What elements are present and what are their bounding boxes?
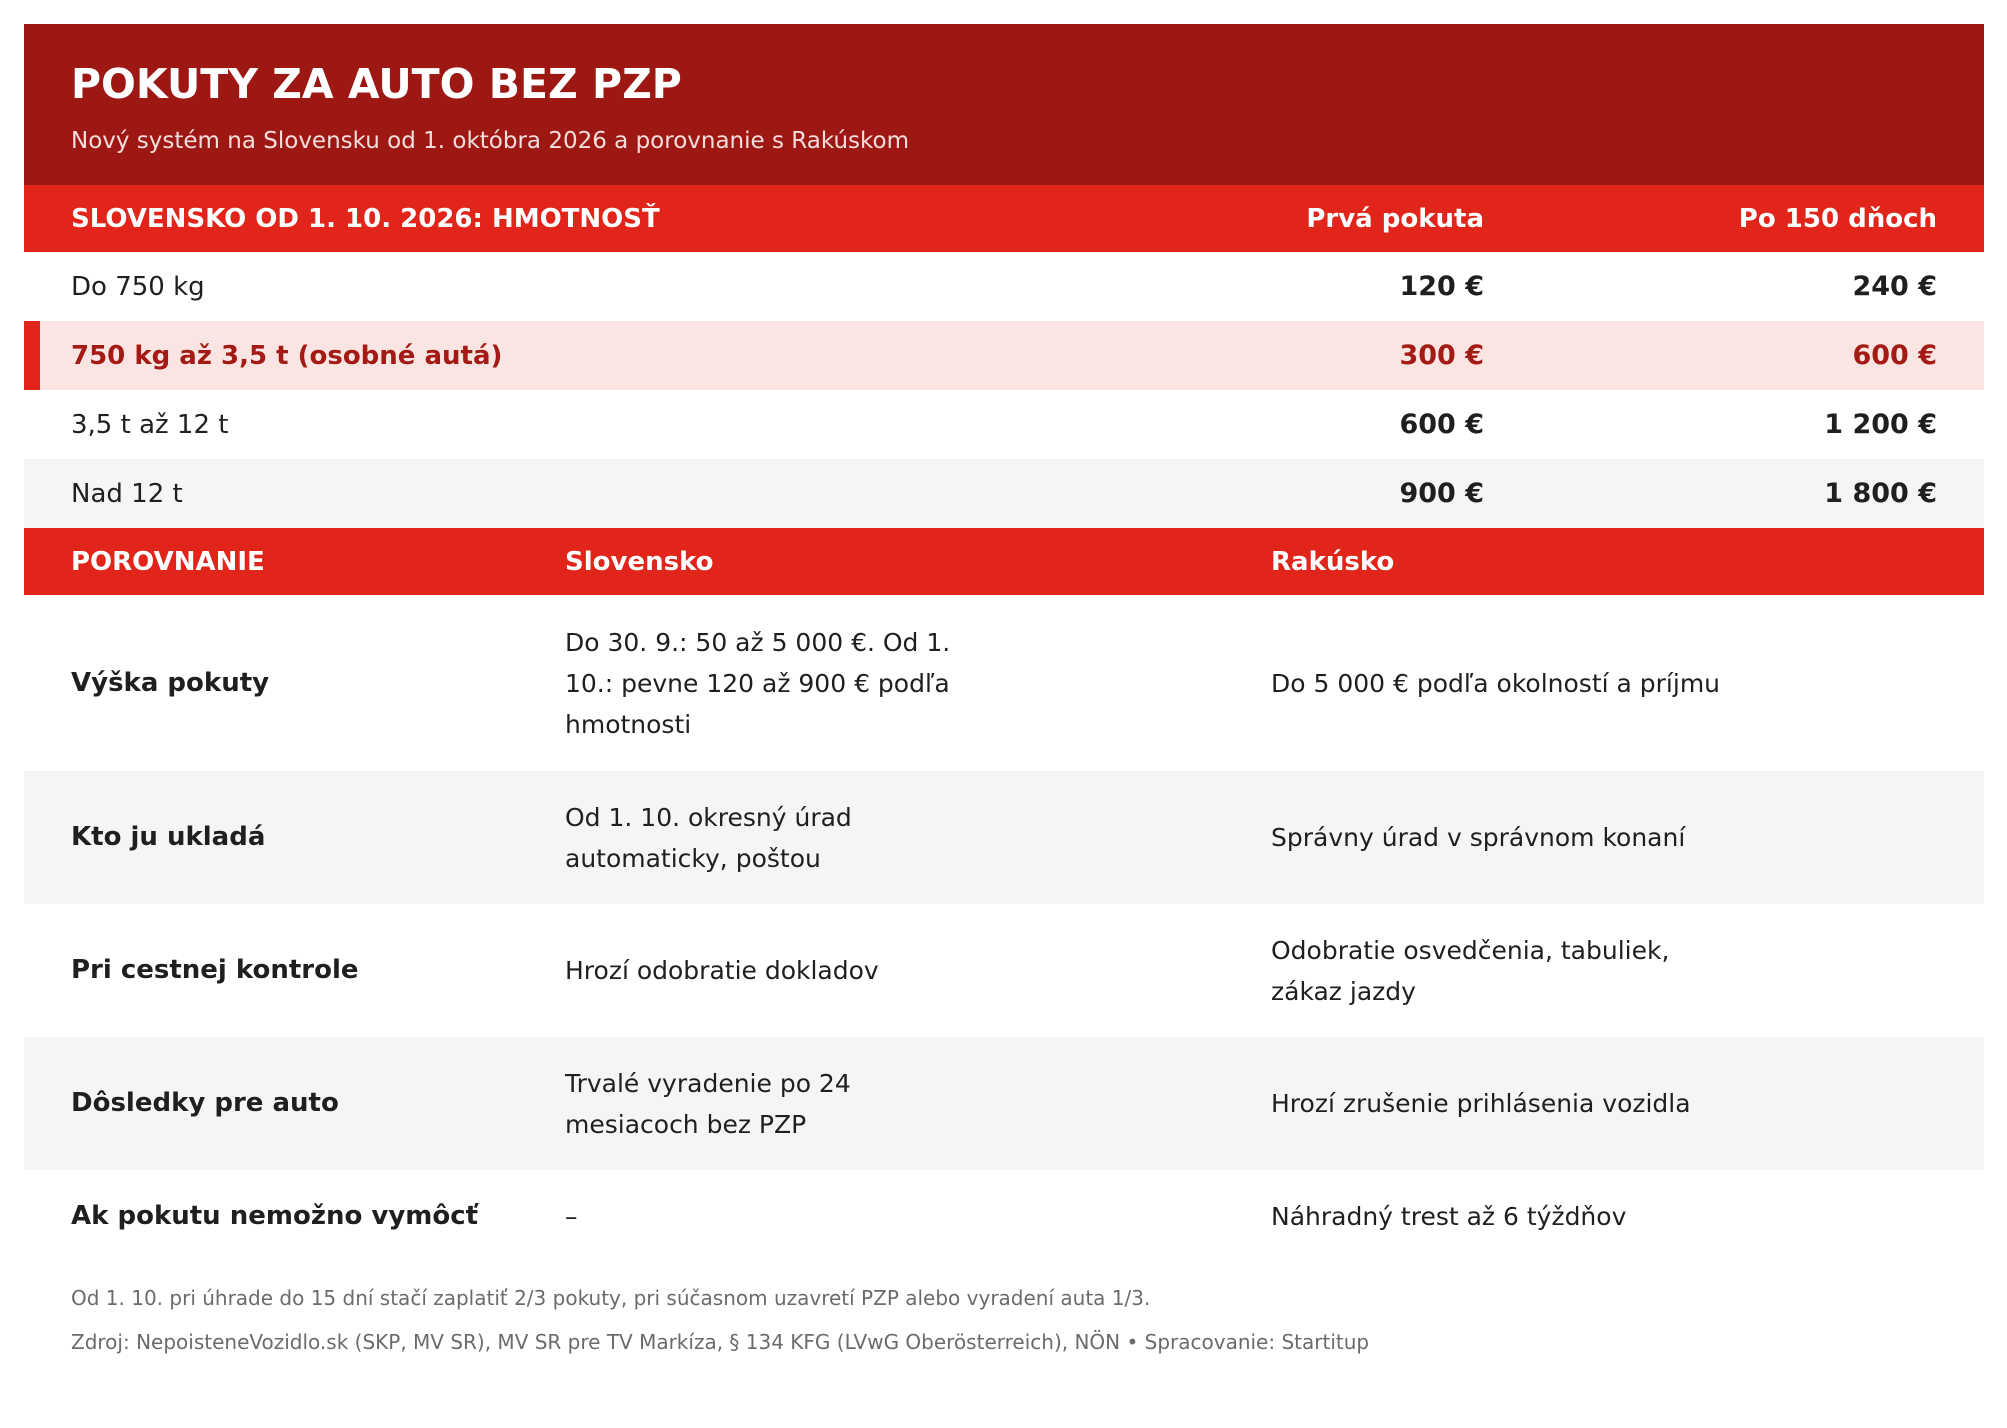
- slovakia-column-header: Slovensko: [565, 546, 714, 577]
- weight-label: Do 750 kg: [71, 271, 205, 302]
- comparison-row: [24, 1170, 1984, 1262]
- first-fine-column-header: Prvá pokuta: [1306, 203, 1484, 234]
- slovakia-value: –: [565, 1201, 578, 1231]
- weight-row-highlighted: [24, 321, 1984, 390]
- highlight-marker: [24, 321, 40, 390]
- comparison-row: [24, 595, 1984, 771]
- weight-row: [24, 459, 1984, 528]
- austria-value: Správny úrad v správnom konaní: [1271, 823, 1686, 852]
- weight-label: 3,5 t až 12 t: [71, 409, 229, 440]
- page-title: POKUTY ZA AUTO BEZ PZP: [71, 60, 682, 108]
- first-fine-value: 600 €: [1399, 409, 1484, 440]
- comparison-label: Kto ju ukladá: [71, 822, 266, 852]
- source-note: Zdroj: NepoisteneVozidlo.sk (SKP, MV SR), MV SR pre TV Markíza, § 134 KFG (LVwG Oberösterreich), NÖN • Spracovanie: Startitup: [71, 1330, 1370, 1354]
- weight-table-header: [24, 185, 1984, 252]
- first-fine-value: 300 €: [1399, 340, 1484, 371]
- slovakia-value: Od 1. 10. okresný úrad automaticky, poštou: [565, 802, 852, 873]
- comparison-label: Výška pokuty: [71, 667, 270, 698]
- footnotes: [24, 1288, 1984, 1352]
- after-150-days-value: 1 200 €: [1824, 409, 1937, 440]
- weight-label: Nad 12 t: [71, 478, 183, 509]
- weight-column-header: SLOVENSKO OD 1. 10. 2026: HMOTNOSŤ: [71, 203, 660, 234]
- page-subtitle: Nový systém na Slovensku od 1. októbra 2026 a porovnanie s Rakúskom: [71, 128, 909, 154]
- infographic-card: [24, 24, 1984, 1352]
- slovakia-value: Trvalé vyradenie po 24 mesiacoch bez PZP: [565, 1068, 851, 1139]
- austria-value: Do 5 000 € podľa okolností a príjmu: [1271, 668, 1721, 698]
- comparison-row: [24, 1037, 1984, 1170]
- slovakia-value: Hrozí odobratie dokladov: [565, 956, 879, 985]
- comparison-label: Pri cestnej kontrole: [71, 955, 359, 985]
- first-fine-value: 120 €: [1399, 271, 1484, 302]
- weight-label: 750 kg až 3,5 t (osobné autá): [71, 340, 503, 371]
- comparison-row: [24, 771, 1984, 904]
- comparison-column-header: POROVNANIE: [71, 546, 265, 577]
- austria-value: Odobratie osvedčenia, tabuliek, zákaz jazdy: [1271, 935, 1670, 1006]
- after-150-days-column-header: Po 150 dňoch: [1738, 203, 1937, 234]
- first-fine-value: 900 €: [1399, 478, 1484, 509]
- comparison-row: [24, 904, 1984, 1037]
- austria-value: Hrozí zrušenie prihlásenia vozidla: [1271, 1089, 1691, 1118]
- after-150-days-value: 240 €: [1852, 271, 1937, 302]
- weight-row: [24, 252, 1984, 321]
- austria-value: Náhradný trest až 6 týždňov: [1271, 1201, 1627, 1231]
- comparison-table-header: [24, 528, 1984, 595]
- header: [24, 24, 1984, 185]
- comparison-label: Ak pokutu nemožno vymôcť: [71, 1200, 479, 1231]
- austria-column-header: Rakúsko: [1271, 546, 1395, 577]
- weight-row: [24, 390, 1984, 459]
- comparison-label: Dôsledky pre auto: [71, 1088, 339, 1118]
- after-150-days-value: 600 €: [1852, 340, 1937, 371]
- after-150-days-value: 1 800 €: [1824, 478, 1937, 509]
- discount-note: Od 1. 10. pri úhrade do 15 dní stačí zaplatiť 2/3 pokuty, pri súčasnom uzavretí PZP alebo vyradení auta 1/3.: [71, 1286, 1151, 1310]
- slovakia-value: Do 30. 9.: 50 až 5 000 €. Od 1. 10.: pevne 120 až 900 € podľa hmotnosti: [565, 627, 951, 739]
